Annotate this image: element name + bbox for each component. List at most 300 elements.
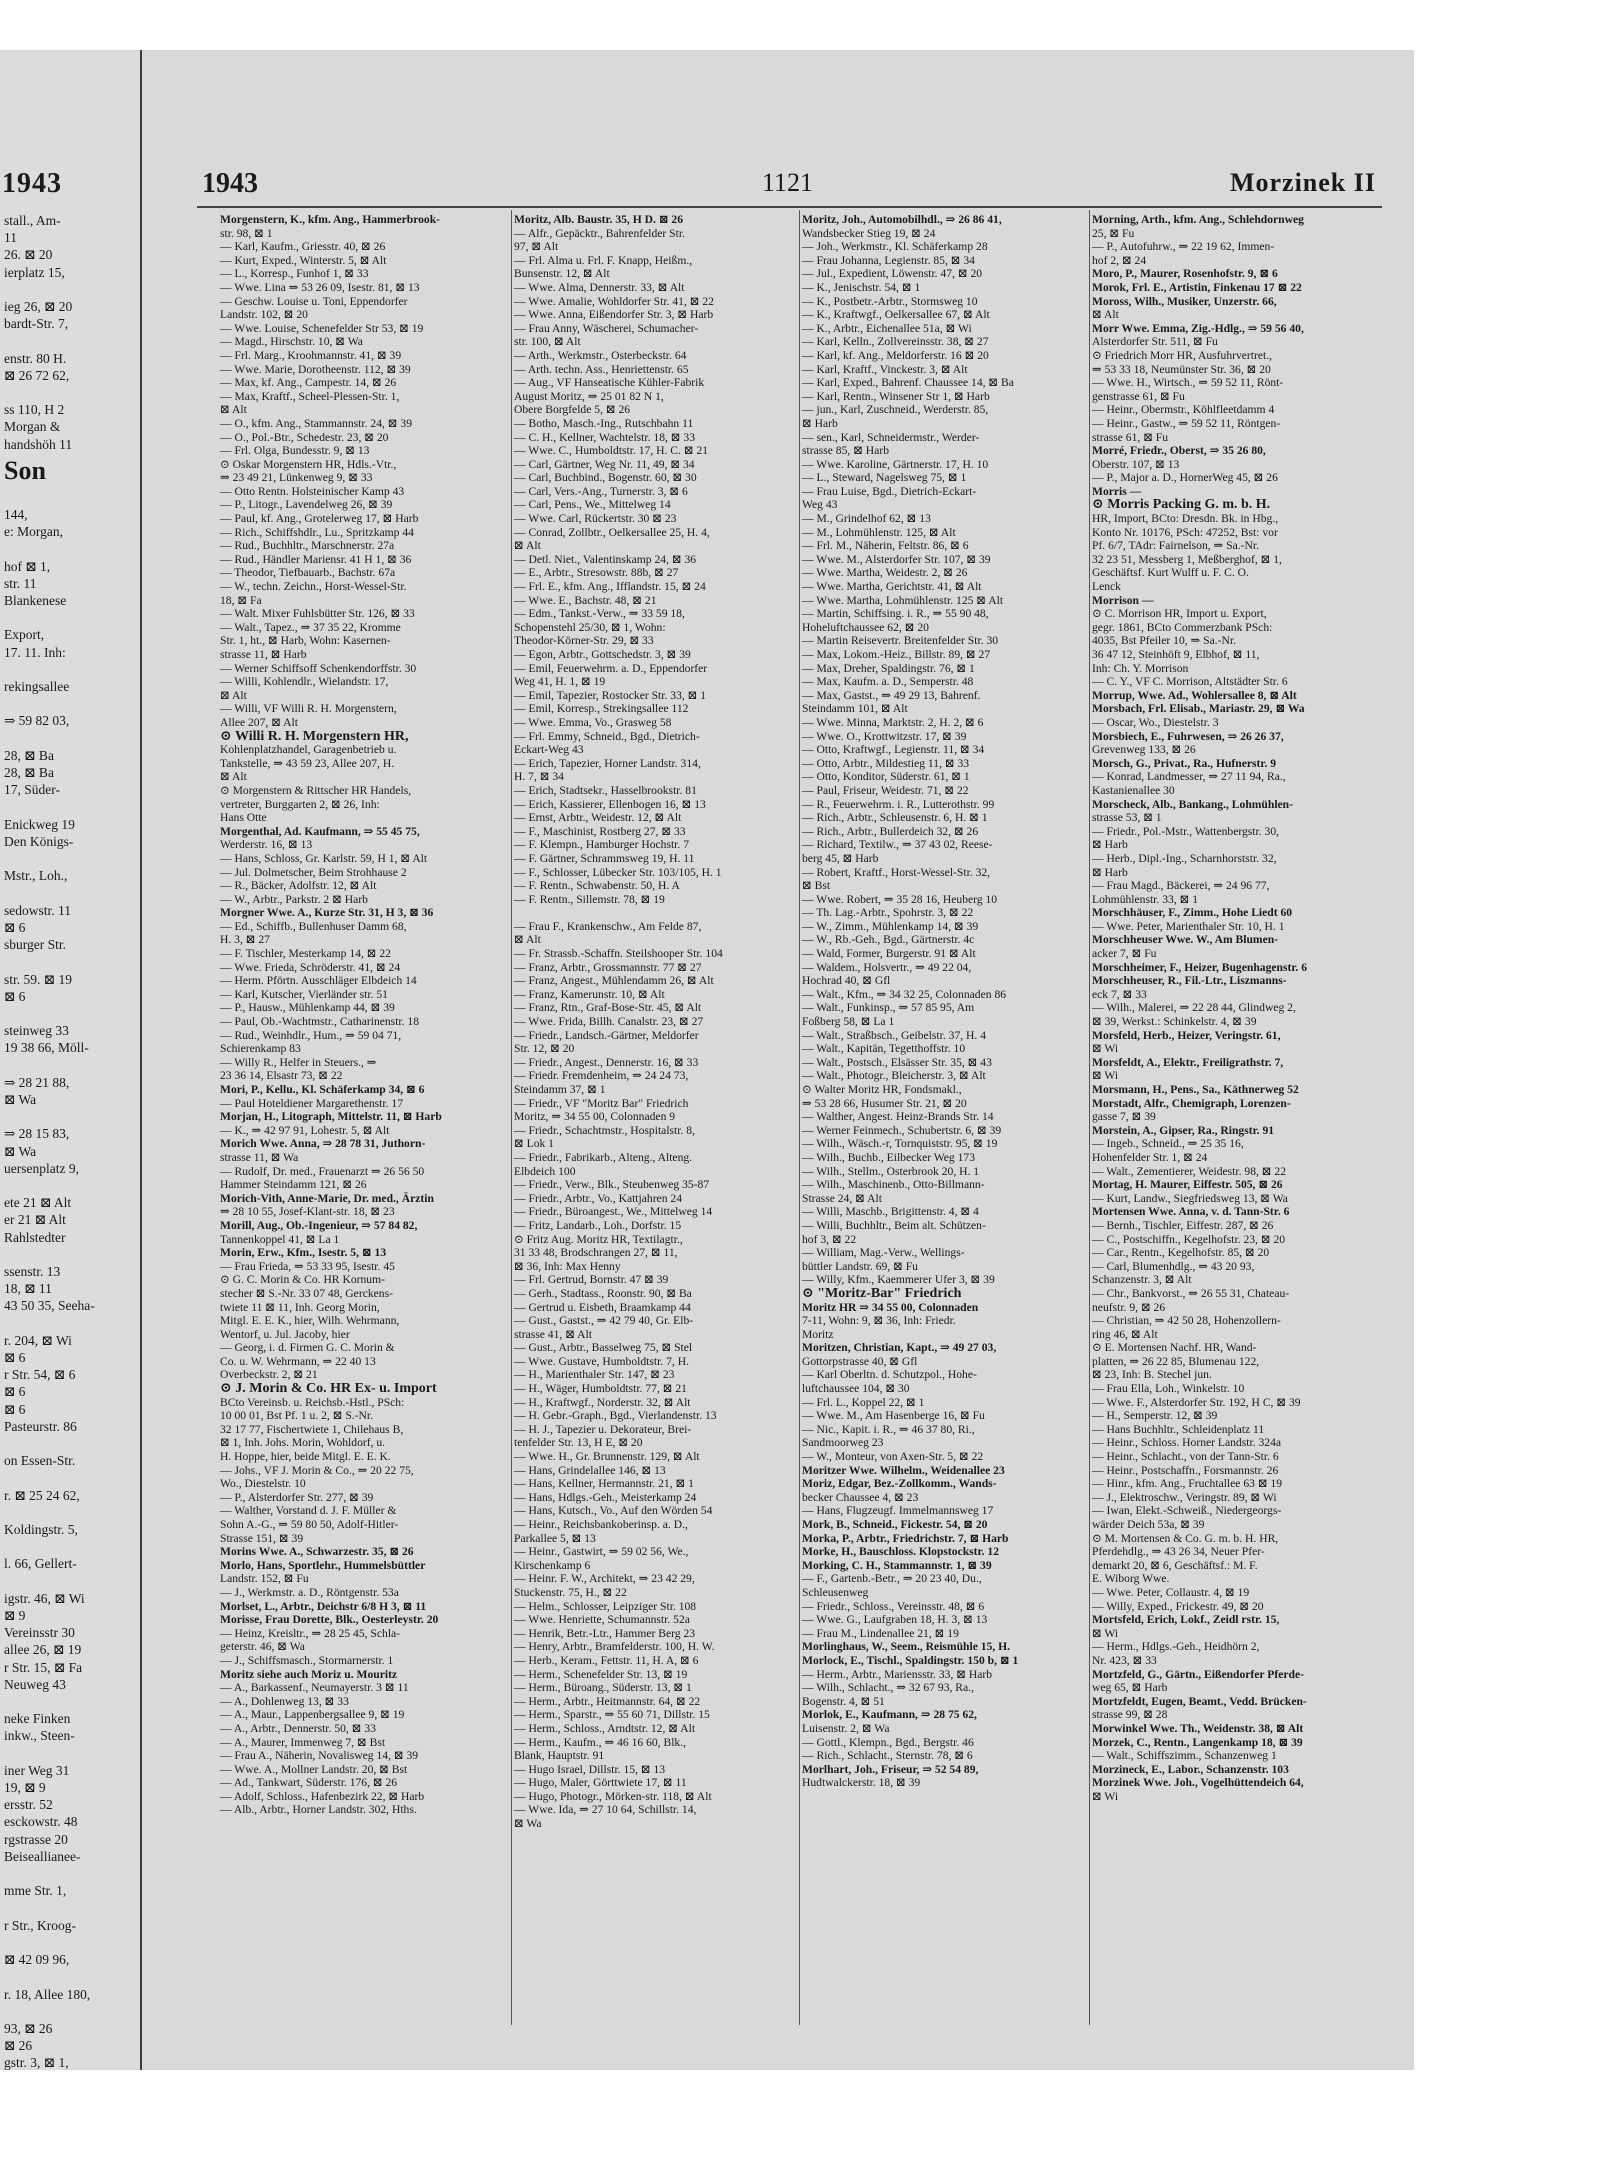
directory-entry-line: Mortag, H. Maurer, Eiffestr. 505, ⊠ 26 — [1092, 1178, 1283, 1192]
left-page-line: ⊠ 6 — [4, 1350, 26, 1365]
directory-entry-line: — Gust., Gastst., ⇒ 42 79 40, Gr. Elb- — [514, 1314, 694, 1328]
directory-entry-line: — Walt., Straßbsch., Geibelstr. 37, H. 4 — [802, 1028, 987, 1042]
directory-entry-line: — C. Y., VF C. Morrison, Altstädter Str. 6 — [1092, 675, 1288, 689]
directory-entry-line: — Frl. M., Näherin, Feltstr. 86, ⊠ 6 — [802, 539, 969, 553]
left-page-line: 19, ⊠ 9 — [4, 1780, 46, 1796]
directory-entry-line: — Arth., Werkmstr., Osterbeckstr. 64 — [514, 348, 687, 362]
left-page-line: bardt-Str. 7, — [4, 316, 69, 332]
left-page-line: 26. ⊠ 20 — [4, 247, 53, 263]
directory-entry-line: Morka, P., Arbtr., Friedrichstr. 7, ⊠ Harb — [802, 1531, 1009, 1545]
left-page-line: Beiseallianee- — [4, 1848, 81, 1864]
left-page-line: ⊠ 6 — [4, 988, 26, 1004]
directory-entry-line: — Wwe. Martha, Weidestr. 2, ⊠ 26 — [802, 566, 968, 580]
directory-entry-line: — Richard, Textilw., ⇒ 37 43 02, Reese- — [802, 838, 993, 852]
left-page-line: r. 204, ⊠ Wi — [4, 1332, 72, 1348]
left-page-line: Rahlstedter — [4, 1229, 66, 1245]
directory-entry-line: — Friedr., VF "Moritz Bar" Friedrich — [514, 1096, 689, 1110]
directory-entry-line: — Wwe. M., Alsterdorfer Str. 107, ⊠ 39 — [802, 552, 991, 566]
left-page-line: inkw., Steen- — [4, 1728, 75, 1744]
directory-entry-line: Morscheck, Alb., Bankang., Lohmühlen- — [1092, 797, 1293, 811]
left-page-line: ⊠ 6 — [4, 1401, 26, 1417]
left-page-line: Neuweg 43 — [4, 1676, 66, 1692]
directory-entry-line: Morsfeldt, A., Elektr., Freiligrathstr. 7, — [1092, 1055, 1284, 1069]
directory-entry-line: 36 47 12, Steinhöft 9, Elbhof, ⊠ 11, — [1092, 648, 1260, 661]
directory-entry-line: Mork, B., Schneid., Fickestr. 54, ⊠ 20 — [802, 1518, 988, 1531]
directory-entry-line: — Frau F., Krankenschw., Am Felde 87, — [514, 919, 702, 933]
directory-entry-line: — A., Maur., Lappenbergsallee 9, ⊠ 19 — [220, 1708, 405, 1722]
directory-entry-line: — Herm., Büroang., Süderstr. 13, ⊠ 1 — [514, 1681, 692, 1695]
directory-entry-line: Blank, Hauptstr. 91 — [514, 1749, 605, 1763]
directory-entry-line: — O., kfm. Ang., Stammannstr. 24, ⊠ 39 — [220, 416, 412, 430]
directory-entry-line: — Frl. E., kfm. Ang., Ifflandstr. 15, ⊠ 24 — [514, 580, 706, 594]
directory-entry-line: — Friedr., Angest., Dennerstr. 16, ⊠ 33 — [514, 1055, 699, 1069]
directory-entry-line: — Wwe. Anna, Eißendorfer Str. 3, ⊠ Harb — [514, 308, 714, 322]
directory-entry-line: — Adolf, Schloss., Hafenbezirk 22, ⊠ Harb — [220, 1789, 425, 1803]
directory-entry-line: — Paul Hoteldiener Margarethenstr. 17 — [220, 1096, 403, 1110]
directory-entry-line: büttler Landstr. 69, ⊠ Fu — [802, 1259, 918, 1273]
directory-entry-line: — Ernst, Arbtr., Weidestr. 12, ⊠ Alt — [514, 811, 682, 825]
left-page-line: ⊠ Wa — [4, 1091, 37, 1107]
directory-entry-line: — P., Hausw., Mühlenkamp 44, ⊠ 39 — [220, 1001, 395, 1015]
directory-entry-line: — Willi, VF Willi R. H. Morgenstern, — [220, 702, 397, 716]
directory-column-4 — [1092, 213, 1382, 2023]
directory-entry-line: ⊙ Willi R. H. Morgenstern HR, — [220, 728, 409, 744]
directory-entry-line: — Hugo Israel, Dillstr. 15, ⊠ 13 — [514, 1762, 666, 1776]
directory-entry-line: Werderstr. 16, ⊠ 13 — [220, 838, 313, 852]
directory-entry-line: — Fritz, Landarb., Loh., Dorfstr. 15 — [514, 1218, 682, 1232]
directory-entry-line: Parkallee 5, ⊠ 13 — [514, 1531, 596, 1545]
left-page-line — [4, 1246, 138, 1263]
directory-entry-line: Wandsbecker Stieg 19, ⊠ 24 — [802, 226, 936, 240]
directory-entry-line: — Wwe. Minna, Marktstr. 2, H. 2, ⊠ 6 — [802, 715, 984, 729]
left-page-line: Enickweg 19 — [4, 816, 75, 832]
left-page-year: 1943 — [2, 168, 62, 199]
directory-entry-line: — Car., Rentn., Kegelhofstr. 85, ⊠ 20 — [1092, 1246, 1270, 1260]
directory-entry-line: — Franz, Kamerunstr. 10, ⊠ Alt — [514, 987, 665, 1001]
directory-entry-line: — Arth. techn. Ass., Henriettenstr. 65 — [514, 362, 689, 376]
directory-entry-line: — Gottl., Klempn., Bgd., Bergstr. 46 — [802, 1735, 974, 1749]
directory-entry-line: Morschheuser, R., Fil.-Ltr., Liszmanns- — [1092, 974, 1287, 988]
directory-entry-line: gasse 7, ⊠ 39 — [1092, 1110, 1156, 1124]
directory-entry-line: Morich Wwe. Anna, ⇒ 28 78 31, Juthorn- — [220, 1137, 426, 1151]
directory-entry-line: ⊠ Harb — [802, 416, 838, 430]
left-page-line: Vereinsstr 30 — [4, 1625, 75, 1641]
directory-entry-line: Morzek, C., Rentn., Langenkamp 18, ⊠ 39 — [1092, 1735, 1303, 1749]
directory-entry-line: — Friedr., Arbtr., Vo., Kattjahren 24 — [514, 1191, 682, 1205]
left-page-line: rekingsallee — [4, 679, 70, 695]
directory-entry-line: — Karl, Kutscher, Vierländer str. 51 — [220, 987, 388, 1001]
directory-entry-line: Morris — — [1092, 484, 1142, 498]
directory-entry-line: — Karl, Exped., Bahrenf. Chaussee 14, ⊠ Ba — [802, 376, 1014, 390]
directory-entry-line: — Carl, Gärtner, Weg Nr. 11, 49, ⊠ 34 — [514, 457, 695, 471]
left-page-line: enstr. 80 H. — [4, 350, 67, 366]
directory-entry-line: — H., Marienthaler Str. 147, ⊠ 23 — [514, 1368, 675, 1382]
directory-entry-line: — Th. Lag.-Arbtr., Spohrstr. 3, ⊠ 22 — [802, 906, 974, 920]
directory-entry-line: — K., ⇒ 42 97 91, Lohestr. 5, ⊠ Alt — [220, 1123, 390, 1137]
directory-entry-line: — H., Kraftwgf., Norderstr. 32, ⊠ Alt — [514, 1395, 691, 1409]
left-page-line: Export, — [4, 627, 45, 643]
directory-entry-line: — Martin, Schiffsing. i. R., ⇒ 55 90 48, — [802, 607, 989, 621]
directory-entry-line: Morgenstern, K., kfm. Ang., Hammerbrook- — [220, 213, 441, 226]
directory-entry-line: Bunsenstr. 12, ⊠ Alt — [514, 267, 610, 281]
directory-entry-line: — Jul., Expedient, Löwenstr. 47, ⊠ 20 — [802, 267, 983, 281]
directory-entry-line: ⇒ 28 10 55, Josef-Klant-str. 18, ⊠ 23 — [220, 1205, 395, 1219]
left-page-line: ⊠ 26 — [4, 2038, 33, 2054]
directory-entry-line: Bogenstr. 4, ⊠ 51 — [802, 1694, 885, 1708]
directory-entry-line: Schierenkamp 83 — [220, 1042, 301, 1056]
directory-entry-line: — Max, Dreher, Spaldingstr. 76, ⊠ 1 — [802, 661, 975, 675]
directory-entry-line: — Georg, i. d. Firmen G. C. Morin & — [220, 1341, 395, 1355]
directory-entry-line: — Wilh., Malerei, ⇒ 22 28 44, Glindweg 2, — [1092, 1001, 1296, 1015]
directory-entry-line: — Werner Schiffsoff Schenkendorffstr. 30 — [220, 661, 417, 675]
directory-entry-line: ⊠ Harb — [1092, 838, 1128, 852]
directory-entry-line: ⊠ Alt — [220, 770, 247, 784]
directory-entry-line: — Oscar, Wo., Diestelstr. 3 — [1092, 715, 1219, 729]
directory-entry-line: Moritz, Joh., Automobilhdl., ⇒ 26 86 41, — [802, 213, 1002, 226]
directory-entry-line: — Paul, kf. Ang., Grotelerweg 17, ⊠ Harb — [220, 512, 419, 526]
directory-entry-line: — Wwe. Henriette, Schumannstr. 52a — [514, 1613, 690, 1627]
directory-entry-line: — Herm., Arbtr., Mariensstr. 33, ⊠ Harb — [802, 1667, 993, 1681]
directory-entry-line: Morok, Frl. E., Artistin, Finkenau 17 ⊠ 22 — [1092, 280, 1302, 294]
directory-entry-line: — Carl, Pens., We., Mittelweg 14 — [514, 498, 671, 512]
directory-entry-line: — Herb., Dipl.-Ing., Scharnhorststr. 32, — [1092, 851, 1277, 865]
directory-entry-line: Morstein, A., Gipser, Ra., Ringstr. 91 — [1092, 1123, 1275, 1137]
directory-entry-line: Hohenfelder Str. 1, ⊠ 24 — [1092, 1150, 1208, 1164]
directory-entry-line: Weg 41, H. 1, ⊠ 19 — [514, 675, 606, 689]
left-page-line: Koldingstr. 5, — [4, 1522, 78, 1538]
left-page-line: 17. 11. Inh: — [4, 644, 66, 660]
directory-entry-line: — F. Tischler, Mesterkamp 14, ⊠ 22 — [220, 947, 391, 961]
directory-entry-line: — Frau Anny, Wäscherei, Schumacher- — [514, 321, 699, 335]
left-page-line: 17, Süder- — [4, 782, 60, 798]
directory-entry-line: — Gerh., Stadtass., Roonstr. 90, ⊠ Ba — [514, 1286, 692, 1300]
directory-entry-line: 97, ⊠ Alt — [514, 240, 559, 254]
directory-entry-line: Wentorf, u. Jul. Jacoby, hier — [220, 1327, 350, 1341]
left-page-line: ⇒ 28 21 88, — [4, 1074, 70, 1090]
directory-entry-line: — Rich., Arbtr., Bullerdeich 32, ⊠ 26 — [802, 824, 979, 838]
left-page-line — [4, 1693, 138, 1710]
directory-entry-line: — Frau A., Näherin, Novalisweg 14, ⊠ 39 — [220, 1749, 419, 1763]
directory-entry-line: Oberstr. 107, ⊠ 13 — [1092, 457, 1180, 471]
directory-entry-line: str. 98, ⊠ 1 — [220, 226, 273, 240]
directory-entry-line: ⊙ G. C. Morin & Co. HR Kornum- — [220, 1273, 385, 1287]
left-page-line: rgstrasse 20 — [4, 1831, 68, 1847]
directory-entry-line: — Herm., Arbtr., Heitmannstr. 64, ⊠ 22 — [514, 1694, 701, 1708]
directory-entry-line: — Frl. Emmy, Schneid., Bgd., Dietrich- — [514, 729, 700, 743]
directory-entry-line: — Hans, Schloss, Gr. Karlstr. 59, H 1, ⊠ Alt — [220, 851, 428, 865]
directory-entry-line: — Chr., Bankvorst., ⇒ 26 55 31, Chateau- — [1092, 1286, 1290, 1300]
directory-entry-line: — Egon, Arbtr., Gottschedstr. 3, ⊠ 39 — [514, 648, 691, 661]
left-page-line: 28, ⊠ Ba — [4, 747, 54, 763]
directory-entry-line: — Otto Rentn. Holsteinischer Kamp 43 — [220, 484, 405, 498]
left-page-line: ierplatz 15, — [4, 264, 65, 280]
directory-entry-line: — Walther, Vorstand d. J. F. Müller & — [220, 1504, 397, 1518]
directory-entry-line: — Christian, ⇒ 42 50 28, Hohenzollern- — [1092, 1314, 1281, 1328]
scan-border-top — [0, 0, 1600, 50]
directory-entry-line: — W., Rb.-Geh., Bgd., Gärtnerstr. 4c — [802, 933, 975, 947]
directory-entry-line: — Friedr. Fremdenheim, ⇒ 24 24 73, — [514, 1069, 689, 1083]
directory-entry-line: — Wwe. Carl, Rückertstr. 30 ⊠ 23 — [514, 512, 677, 526]
left-page-line: ssenstr. 13 — [4, 1263, 61, 1279]
page-year: 1943 — [202, 168, 258, 199]
directory-entry-line: — Wwe. Martha, Gerichtstr. 41, ⊠ Alt — [802, 580, 982, 594]
directory-entry-line: — Ad., Tankwart, Süderstr. 176, ⊠ 26 — [220, 1776, 398, 1790]
directory-entry-line: — Willy, Kfm., Kaemmerer Ufer 3, ⊠ 39 — [802, 1273, 995, 1287]
directory-entry-line: — Nic., Kapit. i. R., ⇒ 46 37 80, Ri., — [802, 1422, 975, 1436]
directory-entry-line: stecher ⊠ S.-Nr. 33 07 48, Gerckens- — [220, 1286, 393, 1300]
left-page-fragment — [0, 50, 142, 2070]
directory-entry-line: — Franz, Rtn., Graf-Bose-Str. 45, ⊠ Alt — [514, 1001, 702, 1015]
directory-entry-line: Morning, Arth., kfm. Ang., Schlehdornweg — [1092, 213, 1304, 226]
directory-entry-line: — Wwe. H., Gr. Brunnenstr. 129, ⊠ Alt — [514, 1450, 700, 1464]
directory-entry-line: — Friedr., Pol.-Mstr., Wattenbergstr. 30, — [1092, 824, 1280, 838]
left-page-line: ersstr. 52 — [4, 1797, 53, 1813]
directory-entry-line: neufstr. 9, ⊠ 26 — [1092, 1300, 1166, 1314]
directory-entry-line: — Hans Buchhltr., Schleidenplatz 11 — [1092, 1422, 1265, 1436]
directory-entry-line: ⊙ Morris Packing G. m. b. H. — [1092, 497, 1271, 513]
directory-entry-line: Morzinek Wwe. Joh., Vogelhüttendeich 64, — [1092, 1776, 1304, 1790]
directory-entry-line: HR, Import, BCto: Dresdn. Bk. in Hbg., — [1092, 512, 1279, 526]
directory-entry-line: — Heinz, Kreisltr., ⇒ 28 25 45, Schla- — [220, 1626, 401, 1640]
directory-entry-line: Sohn A.-G., ⇒ 59 80 50, Adolf-Hitler- — [220, 1518, 399, 1531]
directory-entry-line: — Frl. L., Koppel 22, ⊠ 1 — [802, 1395, 925, 1409]
directory-entry-line: Steindamm 37, ⊠ 1 — [514, 1083, 606, 1096]
directory-entry-line: — Gust., Arbtr., Basselweg 75, ⊠ Stel — [514, 1341, 693, 1355]
left-page-line — [4, 661, 138, 678]
left-page-line — [4, 1177, 138, 1194]
directory-entry-line: — Emil, Feuerwehrm. a. D., Eppendorfer — [514, 661, 708, 675]
directory-entry-line: wärder Deich 53a, ⊠ 39 — [1092, 1518, 1205, 1531]
directory-entry-line: Morlset, L., Arbtr., Deichstr 6/8 H 3, ⊠ 11 — [220, 1599, 427, 1613]
directory-entry-line: Str. 12, ⊠ 20 — [514, 1042, 575, 1056]
directory-entry-line: Hochrad 40, ⊠ Gfl — [802, 974, 891, 988]
scan-margin-right — [1414, 50, 1600, 2070]
directory-entry-line: — J., Elektroschw., Veringstr. 89, ⊠ Wi — [1092, 1490, 1277, 1504]
directory-entry-line: Morsch, G., Privat., Ra., Hufnerstr. 9 — [1092, 756, 1277, 770]
directory-entry-line: Landstr. 102, ⊠ 20 — [220, 308, 308, 322]
directory-entry-line: — E., Arbtr., Stresowstr. 88b, ⊠ 27 — [514, 566, 679, 580]
left-page-line: Son — [4, 455, 46, 485]
directory-entry-line: — Alb., Arbtr., Horner Landstr. 302, Hths. — [220, 1803, 417, 1817]
directory-entry-line: — Wwe. Lina ⇒ 53 26 09, Isestr. 81, ⊠ 13 — [220, 280, 420, 294]
directory-entry-line: — P., Litogr., Lavendelweg 26, ⊠ 39 — [220, 498, 393, 512]
directory-entry-line: acker 7, ⊠ Fu — [1092, 947, 1157, 961]
directory-entry-line: — Wwe. Frieda, Schröderstr. 41, ⊠ 24 — [220, 960, 401, 974]
directory-entry-line: — L., Steward, Nagelsweg 75, ⊠ 1 — [802, 471, 967, 485]
directory-entry-line: Kohlenplatzhandel, Garagenbetrieb u. — [220, 743, 397, 757]
directory-entry-line: demarkt 20, ⊠ 6, Geschäftsf.: M. F. — [1092, 1558, 1258, 1572]
left-page-line — [4, 1968, 138, 1985]
directory-entry-line: Morlo, Hans, Sportlehr., Hummelsbüttler — [220, 1558, 426, 1572]
directory-entry-line: — H. J., Tapezier u. Dekorateur, Brei- — [514, 1422, 692, 1436]
directory-entry-line: — Wwe. G., Laufgraben 18, H. 3, ⊠ 13 — [802, 1613, 988, 1627]
directory-entry-line: — Heinr., Gastwirt, ⇒ 59 02 56, We., — [514, 1545, 689, 1559]
directory-entry-line: — Joh., Werkmstr., Kl. Schäferkamp 28 — [802, 240, 988, 254]
directory-entry-line: — Heinr., Reichsbankoberinsp. a. D., — [514, 1518, 688, 1531]
directory-entry-line: — Walt., Photogr., Bleicherstr. 3, ⊠ Alt — [802, 1069, 986, 1083]
directory-entry-line: — Conrad, Zollbtr., Oelkersallee 25, H. 4, — [514, 525, 710, 539]
directory-entry-line: Morke, H., Bauschloss. Klopstockstr. 12 — [802, 1545, 1000, 1559]
directory-entry-line: Mortzfeldt, Eugen, Beamt., Vedd. Brücken- — [1092, 1694, 1307, 1708]
left-page-line: iner Weg 31 — [4, 1762, 70, 1778]
directory-entry-line: — Frau Magd., Bäckerei, ⇒ 24 96 77, — [1092, 879, 1270, 893]
directory-entry-line: Morsbiech, E., Fuhrwesen, ⇒ 26 26 37, — [1092, 729, 1284, 743]
left-page-line: 18, ⊠ 11 — [4, 1281, 52, 1297]
left-page-line — [4, 799, 138, 816]
directory-entry-line: Weg 43 — [802, 498, 838, 512]
left-page-line — [4, 1745, 138, 1762]
directory-entry-line: — Karl, kf. Ang., Meldorferstr. 16 ⊠ 20 — [802, 348, 989, 362]
directory-entry-line: — Hans, Kellner, Hermannstr. 21, ⊠ 1 — [514, 1477, 694, 1491]
directory-entry-line: ⊠ 39, Werkst.: Schinkelstr. 4, ⊠ 39 — [1092, 1015, 1257, 1029]
directory-entry-line: Morlinghaus, W., Seem., Reismühle 15, H. — [802, 1640, 1011, 1654]
directory-entry-line: — Max, Gastst., ⇒ 49 29 13, Bahrenf. — [802, 688, 981, 702]
directory-entry-line: — Hugo, Photogr., Mörken-str. 118, ⊠ Alt — [514, 1789, 712, 1803]
directory-entry-line: — Rud., Händler Mariensr. 41 H 1, ⊠ 36 — [220, 552, 412, 566]
directory-entry-line: ring 46, ⊠ Alt — [1092, 1327, 1158, 1341]
directory-entry-line: — Robert, Kraftf., Horst-Wessel-Str. 32, — [802, 865, 991, 879]
directory-entry-line: tenfelder Str. 13, H E, ⊠ 20 — [514, 1436, 643, 1450]
directory-entry-line: — Herb., Keram., Fettstr. 11, H. A, ⊠ 6 — [514, 1653, 699, 1667]
directory-entry-line: Moro, P., Maurer, Rosenhofstr. 9, ⊠ 6 — [1092, 267, 1278, 281]
left-page-line — [4, 332, 138, 349]
directory-entry-line: — Herm., Schenefelder Str. 13, ⊠ 19 — [514, 1667, 688, 1681]
directory-entry-line: — Botho, Masch.-Ing., Rutschbahn 11 — [514, 416, 694, 430]
directory-entry-line: — H. Gebr.-Graph., Bgd., Vierlandenstr. 13 — [514, 1409, 717, 1423]
directory-entry-line: — Walt., Kapitän, Tegetthoffstr. 10 — [802, 1042, 966, 1056]
directory-entry-line: Mortzfeld, G., Gärtn., Eißendorfer Pferde- — [1092, 1667, 1304, 1681]
directory-entry-line: — Paul, Ob.-Wachtmstr., Catharinenstr. 18 — [220, 1015, 420, 1029]
directory-entry-line: Grevenweg 133, ⊠ 26 — [1092, 743, 1196, 757]
directory-entry-line: — Herm. Pförtn. Ausschläger Elbdeich 14 — [220, 974, 417, 988]
directory-entry-line: 7-11, Wohn: 9, ⊠ 36, Inh: Friedr. — [802, 1314, 956, 1328]
directory-entry-line: — Frau Johanna, Legienstr. 85, ⊠ 34 — [802, 253, 975, 267]
directory-entry-line: — K., Postbetr.-Arbtr., Stormsweg 10 — [802, 294, 978, 308]
directory-entry-line: — Waldem., Holsvertr., ⇒ 49 22 04, — [802, 960, 972, 974]
directory-entry-line: Schopenstehl 25/30, ⊠ 1, Wohn: — [514, 620, 666, 634]
directory-entry-line: — Wwe. Karoline, Gärtnerstr. 17, H. 10 — [802, 457, 989, 471]
directory-entry-line: — Martin Reisevertr. Breitenfelder Str. 30 — [802, 634, 999, 648]
left-page-line — [4, 1865, 138, 1882]
directory-entry-line: — Walt., Zementierer, Weidestr. 98, ⊠ 22 — [1092, 1164, 1287, 1178]
directory-entry-line: — Heinr., Gastw., ⇒ 59 52 11, Röntgen- — [1092, 416, 1281, 430]
directory-entry-line: — Friedr., Verw., Blk., Steubenweg 35-87 — [514, 1178, 710, 1192]
directory-entry-line: ⊙ J. Morin & Co. HR Ex- u. Import — [220, 1381, 437, 1397]
left-page-line: str. 11 — [4, 575, 37, 591]
directory-entry-line: — K., Arbtr., Eichenallee 51a, ⊠ Wi — [802, 321, 972, 335]
directory-entry-line: — Willi, Buchhltr., Beim alt. Schützen- — [802, 1218, 986, 1232]
directory-entry-line: Stuckenstr. 75, H., ⊠ 22 — [514, 1585, 627, 1599]
left-page-line — [4, 384, 138, 401]
directory-entry-line: — Willy R., Helfer in Steuers., ⇒ — [220, 1055, 377, 1069]
directory-entry-line: strasse 61, ⊠ Fu — [1092, 430, 1169, 444]
directory-entry-line: Morlock, E., Tischl., Spaldingstr. 150 b, ⊠ 1 — [802, 1653, 1019, 1667]
directory-entry-line: ⊙ E. Mortensen Nachf. HR, Wand- — [1092, 1341, 1257, 1355]
directory-entry-line: ⊠ Lok 1 — [514, 1137, 554, 1151]
directory-entry-line: Lohmühlenstr. 33, ⊠ 1 — [1092, 892, 1199, 906]
directory-entry-line: Morré, Friedr., Oberst, ⇒ 35 26 80, — [1092, 444, 1266, 458]
directory-entry-line: — Walt., Funkinsp., ⇒ 57 85 95, Am — [802, 1001, 975, 1015]
directory-entry-line: geterstr. 46, ⊠ Wa — [220, 1640, 305, 1654]
directory-entry-line: 10 00 01, Bst Pf. 1 u. 2, ⊠ S.-Nr. — [220, 1409, 374, 1423]
directory-entry-line: Morking, C. H., Stammannstr. 1, ⊠ 39 — [802, 1558, 992, 1572]
directory-entry-line: ⊠ Alt — [1092, 308, 1119, 322]
left-page-line: ⊠ 6 — [4, 919, 26, 935]
directory-entry-line: — Walther, Angest. Heinz-Brands Str. 14 — [802, 1110, 994, 1124]
directory-entry-line: — M., Lohmühlenstr. 125, ⊠ Alt — [802, 525, 956, 539]
directory-entry-line: 31 33 48, Brodschrangen 27, ⊠ 11, — [514, 1246, 678, 1260]
directory-entry-line: 18, ⊠ Fa — [220, 593, 262, 607]
left-page-line: ⇒ 59 82 03, — [4, 713, 70, 729]
directory-entry-line: Morsbach, Frl. Elisab., Mariastr. 29, ⊠ Wa — [1092, 702, 1305, 716]
left-page-line — [4, 281, 138, 298]
left-page-line: steinweg 33 — [4, 1023, 69, 1039]
left-page-line: str. 59. ⊠ 19 — [4, 971, 72, 987]
directory-entry-line: — Wwe. Marie, Dorotheenstr. 112, ⊠ 39 — [220, 362, 411, 376]
directory-entry-line: ⊠ 23, Inh: B. Stechel jun. — [1092, 1368, 1212, 1382]
directory-entry-line: strasse 41, ⊠ Alt — [514, 1327, 592, 1341]
left-page-line: ⊠ 9 — [4, 1608, 26, 1624]
directory-entry-line: — Alfr., Gepäcktr., Bahrenfelder Str. — [514, 226, 685, 240]
directory-entry-line: — Wwe. F., Alsterdorfer Str. 192, H C, ⊠ 39 — [1092, 1395, 1301, 1409]
directory-entry-line: ⊠ Wi — [1092, 1069, 1119, 1083]
directory-column-1 — [220, 213, 510, 2023]
directory-entry-line: ⊠ Wi — [1092, 1626, 1119, 1640]
directory-entry-line: — Max, Kaufm. a. D., Semperstr. 48 — [802, 675, 974, 689]
directory-entry-line: — Carl, Vers.-Ang., Turnerstr. 3, ⊠ 6 — [514, 484, 688, 498]
directory-entry-line: platten, ⇒ 26 22 85, Blumenau 122, — [1092, 1354, 1260, 1368]
directory-entry-line: — Wwe. Gustave, Humboldtstr. 7, H. — [514, 1354, 689, 1368]
directory-entry-line: 23 36 14, Elsastr 73, ⊠ 22 — [220, 1069, 343, 1083]
directory-entry-line: Morich-Vith, Anne-Marie, Dr. med., Ärztin — [220, 1191, 434, 1205]
directory-entry-line: strasse 99, ⊠ 28 — [1092, 1708, 1168, 1722]
page-number: 1121 — [762, 168, 814, 197]
left-page-line: hof ⊠ 1, — [4, 558, 51, 574]
directory-entry-line: Hans Otte — [220, 811, 267, 825]
directory-entry-line: Schanzenstr. 3, ⊠ Alt — [1092, 1273, 1192, 1287]
directory-entry-line: Hudtwalckerstr. 18, ⊠ 39 — [802, 1776, 921, 1790]
left-page-line: r. 18, Allee 180, — [4, 1986, 91, 2002]
directory-entry-line: — Wilh., Schlacht., ⇒ 32 67 93, Ra., — [802, 1681, 974, 1695]
directory-entry-line: — Heinr., Schloss. Horner Landstr. 324a — [1092, 1436, 1282, 1450]
directory-entry-line: Alsterdorfer Str. 511, ⊠ Fu — [1092, 335, 1218, 349]
directory-entry-line: berg 45, ⊠ Harb — [802, 851, 879, 865]
directory-entry-line: str. 100, ⊠ Alt — [514, 335, 581, 349]
directory-entry-line: — F. Rentn., Schwabenstr. 50, H. A — [514, 879, 680, 893]
directory-entry-line: — Wilh., Buchb., Eilbecker Weg 173 — [802, 1150, 976, 1164]
directory-entry-line: Moriz, Edgar, Bez.-Zollkomm., Wands- — [802, 1477, 997, 1491]
directory-entry-line: — Frl. Olga, Bundesstr. 9, ⊠ 13 — [220, 444, 370, 458]
left-page-line: 144, — [4, 507, 28, 523]
left-page-line — [4, 695, 138, 712]
directory-entry-line: Gottorpstrasse 40, ⊠ Gfl — [802, 1354, 918, 1368]
directory-entry-line: — A., Maurer, Immenweg 7, ⊠ Bst — [220, 1735, 386, 1749]
left-page-line: ss 110, H 2 — [4, 402, 65, 418]
directory-entry-line: hof 2, ⊠ 24 — [1092, 253, 1147, 267]
left-page-line — [4, 1005, 138, 1022]
directory-entry-line: — W., Monteur, von Axen-Str. 5, ⊠ 22 — [802, 1450, 984, 1464]
running-head: Morzinek II — [1229, 168, 1376, 197]
directory-entry-line: Mortensen Wwe. Anna, v. d. Tann-Str. 6 — [1092, 1205, 1290, 1219]
directory-entry-line: — Wwe. Peter, Collaustr. 4, ⊠ 19 — [1092, 1585, 1250, 1599]
directory-entry-line: — Ed., Schiffb., Bullenhuser Damm 68, — [220, 919, 407, 933]
left-page-line — [4, 489, 138, 506]
directory-entry-line — [514, 906, 798, 920]
directory-entry-line: — Wilh., Stellm., Osterbrook 20, H. 1 — [802, 1164, 980, 1178]
left-page-line — [4, 1900, 138, 1917]
directory-entry-line: — Herm., Kaufm., ⇒ 46 16 60, Blk., — [514, 1735, 687, 1749]
column-divider — [511, 210, 512, 2025]
